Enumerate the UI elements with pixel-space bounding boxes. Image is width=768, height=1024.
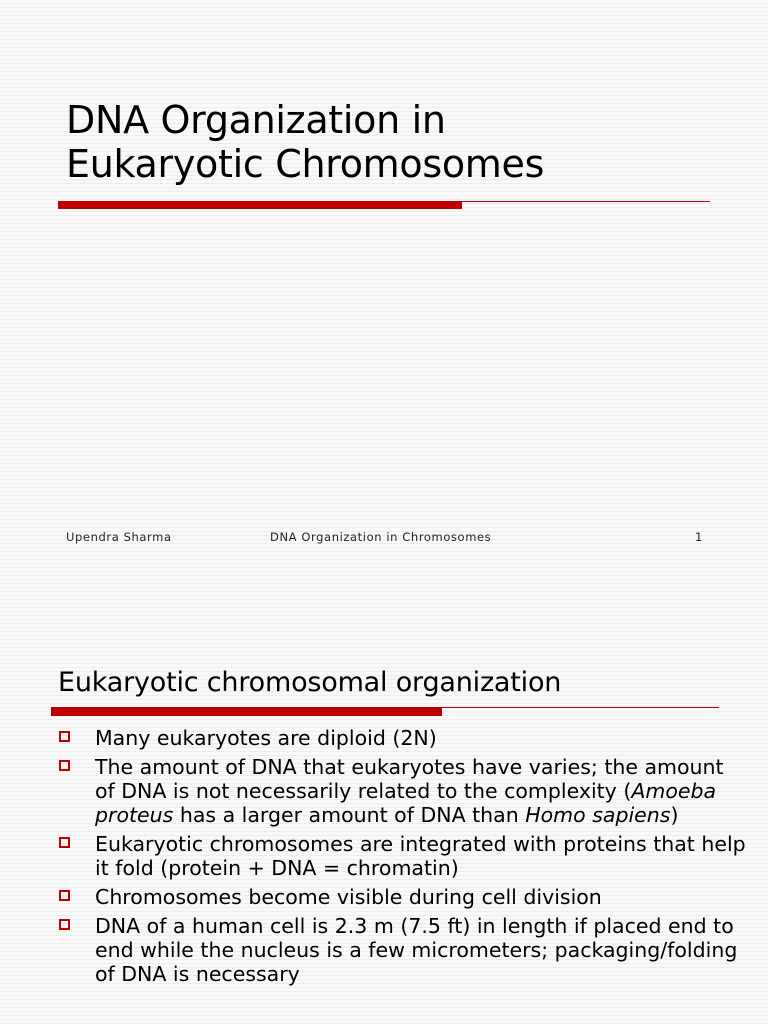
bullet-text-part: The amount of DNA that eukaryotes have varies; the amount of DNA is not necessarily related to the complexity ( (95, 755, 724, 803)
footer-title: DNA Organization in Chromosomes (270, 530, 492, 544)
bullet-text: Eukaryotic chromosomes are integrated with proteins that help it fold (protein + DNA = chromatin) (95, 832, 746, 880)
bullet-item (58, 832, 748, 880)
bullet-item (58, 755, 748, 827)
hollow-square-bullet-icon (59, 731, 70, 742)
bullet-item (58, 885, 748, 909)
bullet-text: Chromosomes become visible during cell division (95, 885, 602, 909)
species-name-italic: Amoeba proteus (95, 779, 717, 827)
slide-1-title-line-1: DNA Organization in (66, 98, 446, 142)
slide-1-title-line-2: Eukaryotic Chromosomes (66, 142, 545, 186)
bullet-text: Many eukaryotes are diploid (2N) (95, 726, 437, 750)
footer-page-number: 1 (695, 530, 703, 544)
bullet-list (58, 726, 748, 991)
hollow-square-bullet-icon (59, 837, 70, 848)
bullet-text-part: has a larger amount of DNA than (173, 803, 526, 827)
bullet-text-part: ) (670, 803, 679, 827)
footer-author: Upendra Sharma (66, 530, 172, 544)
species-name-italic: Homo sapiens (525, 803, 671, 827)
slide-2-title-underline-thin (51, 707, 719, 708)
slide-1-title-underline-thin (58, 201, 710, 202)
slide-1-title-underline-thick (58, 202, 462, 209)
slide-2-title-underline-thick (51, 708, 442, 716)
bullet-item (58, 914, 748, 986)
bullet-item (58, 726, 748, 750)
hollow-square-bullet-icon (59, 919, 70, 930)
slide-1-title (66, 98, 726, 186)
bullet-text: DNA of a human cell is 2.3 m (7.5 ft) in length if placed end to end while the nucleus is a few micrometers; packaging/folding of DNA is necessary (95, 914, 738, 986)
hollow-square-bullet-icon (59, 760, 70, 771)
hollow-square-bullet-icon (59, 890, 70, 901)
slide-2-title: Eukaryotic chromosomal organization (58, 667, 562, 698)
